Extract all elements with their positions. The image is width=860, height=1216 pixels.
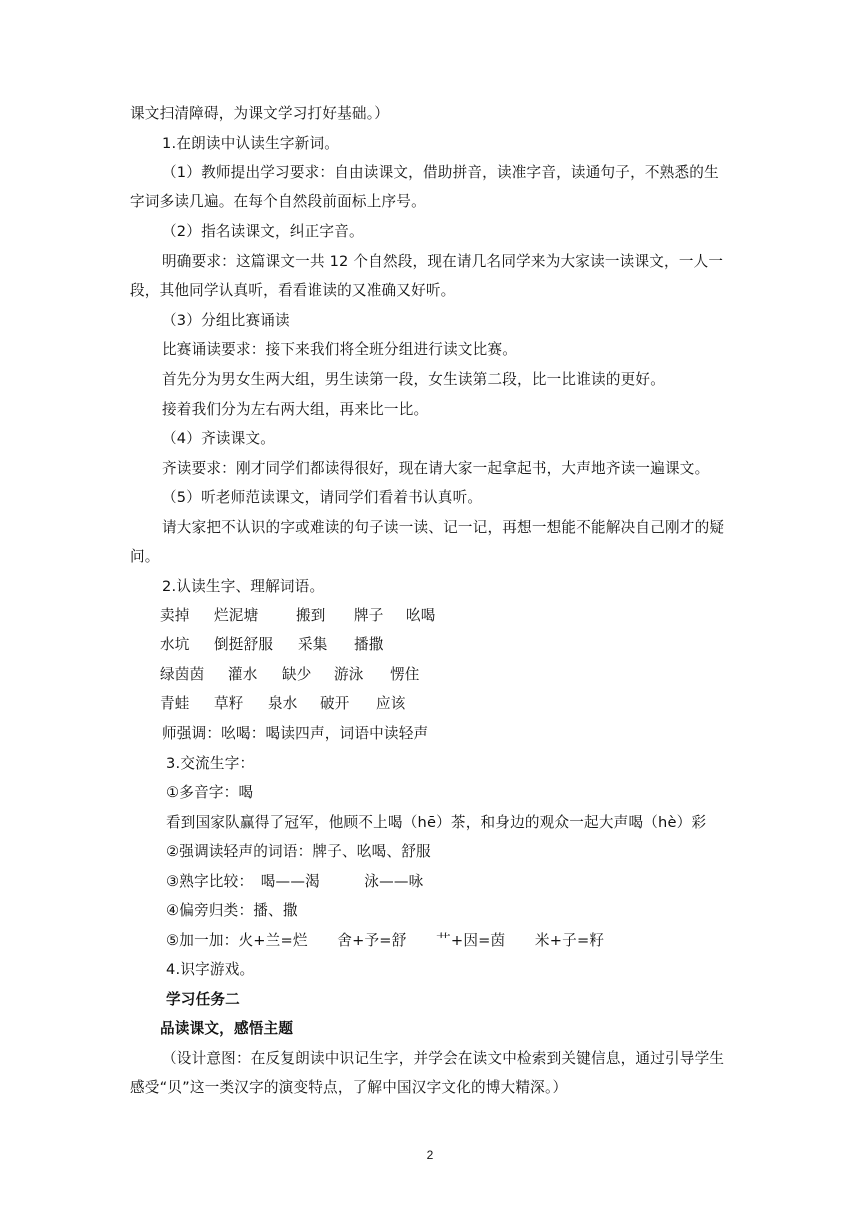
vocab-word: 牌子 bbox=[354, 607, 384, 624]
vocab-word: 吆喝 bbox=[406, 607, 436, 624]
paragraph-line: 明确要求：这篇课文一共 12 个自然段，现在请几名同学来为大家读一读课文，一人一 bbox=[162, 253, 724, 270]
vocab-word: 卖掉 bbox=[160, 607, 190, 624]
paragraph-line: （设计意图：在反复朗读中识记生字，并学会在读文中检索到关键信息，通过引导学生 bbox=[162, 1050, 725, 1067]
paragraph-line: ⑤加一加：火+兰=烂 舍+予=舒 艹+因=茵 米+子=籽 bbox=[166, 932, 605, 949]
paragraph-line: ①多音字：喝 bbox=[166, 784, 254, 801]
vocab-word: 缺少 bbox=[282, 666, 312, 683]
paragraph-line: （1）教师提出学习要求：自由读课文，借助拼音，读准字音，读通句子，不熟悉的生 bbox=[162, 164, 719, 181]
paragraph-line: 课文扫清障碍，为课文学习打好基础。） bbox=[130, 105, 389, 122]
vocab-word: 水坑 bbox=[160, 636, 190, 653]
vocab-word: 愣住 bbox=[390, 666, 420, 683]
paragraph-line: 感受“贝”这一类汉字的演变特点，了解中国汉字文化的博大精深。） bbox=[130, 1079, 568, 1096]
vocab-word: 烂泥塘 bbox=[214, 607, 259, 624]
paragraph-line: 比赛诵读要求：接下来我们将全班分组进行读文比赛。 bbox=[162, 341, 518, 358]
paragraph-line: 问。 bbox=[130, 548, 160, 565]
paragraph-line: ②强调读轻声的词语：牌子、吆喝、舒服 bbox=[166, 843, 431, 860]
word-row bbox=[0, 693, 860, 715]
vocab-word: 搬到 bbox=[296, 607, 326, 624]
paragraph-line: 1.在朗读中认读生字新词。 bbox=[162, 135, 340, 152]
vocab-word: 破开 bbox=[320, 695, 350, 712]
paragraph-line: ③熟字比较： 喝——渴 泳——咏 bbox=[166, 873, 424, 890]
paragraph-line: 看到国家队赢得了冠军，他顾不上喝（hē）茶，和身边的观众一起大声喝（hè）彩 bbox=[166, 814, 707, 831]
vocab-word: 绿茵茵 bbox=[160, 666, 205, 683]
paragraph-line: 接着我们分为左右两大组，再来比一比。 bbox=[162, 401, 429, 418]
vocab-word: 泉水 bbox=[268, 695, 298, 712]
paragraph-line: 4.识字游戏。 bbox=[166, 961, 255, 978]
paragraph-line: 字词多读几遍。在每个自然段前面标上序号。 bbox=[130, 193, 426, 210]
paragraph-line: 段，其他同学认真听，看看谁读的又准确又好听。 bbox=[130, 282, 456, 299]
word-row bbox=[0, 664, 860, 686]
vocab-word: 青蛙 bbox=[160, 695, 190, 712]
word-row bbox=[0, 605, 860, 627]
vocab-word: 游泳 bbox=[334, 666, 364, 683]
paragraph-line: 师强调：吆喝：喝读四声，词语中读轻声 bbox=[162, 725, 429, 742]
paragraph-line: （2）指名读课文，纠正字音。 bbox=[162, 223, 364, 240]
vocab-word: 草籽 bbox=[214, 695, 244, 712]
paragraph-line: 2.认读生字、理解词语。 bbox=[162, 578, 325, 595]
vocab-word: 采集 bbox=[298, 636, 328, 653]
vocab-word: 应该 bbox=[376, 695, 406, 712]
vocab-word: 灌水 bbox=[228, 666, 258, 683]
paragraph-line: 请大家把不认识的字或难读的句子读一读、记一记，再想一想能不能解决自己刚才的疑 bbox=[162, 519, 725, 536]
paragraph-line: 3.交流生字： bbox=[166, 755, 255, 772]
paragraph-line: ④偏旁归类：播、撒 bbox=[166, 902, 298, 919]
vocab-word: 倒挺舒服 bbox=[214, 636, 274, 653]
paragraph-line: 齐读要求：刚才同学们都读得很好，现在请大家一起拿起书，大声地齐读一遍课文。 bbox=[162, 460, 710, 477]
word-row bbox=[0, 634, 860, 656]
paragraph-line: （3）分组比赛诵读 bbox=[162, 312, 290, 329]
paragraph-line: 首先分为男女生两大组，男生读第一段，女生读第二段，比一比谁读的更好。 bbox=[162, 371, 665, 388]
page-number: 2 bbox=[426, 1148, 434, 1162]
vocab-word: 播撒 bbox=[354, 636, 384, 653]
paragraph-line: （5）听老师范读课文，请同学们看着书认真听。 bbox=[162, 489, 483, 506]
section-subheading: 品读课文，感悟主题 bbox=[160, 1020, 294, 1037]
paragraph-line: （4）齐读课文。 bbox=[162, 430, 276, 447]
section-heading: 学习任务二 bbox=[166, 991, 240, 1008]
